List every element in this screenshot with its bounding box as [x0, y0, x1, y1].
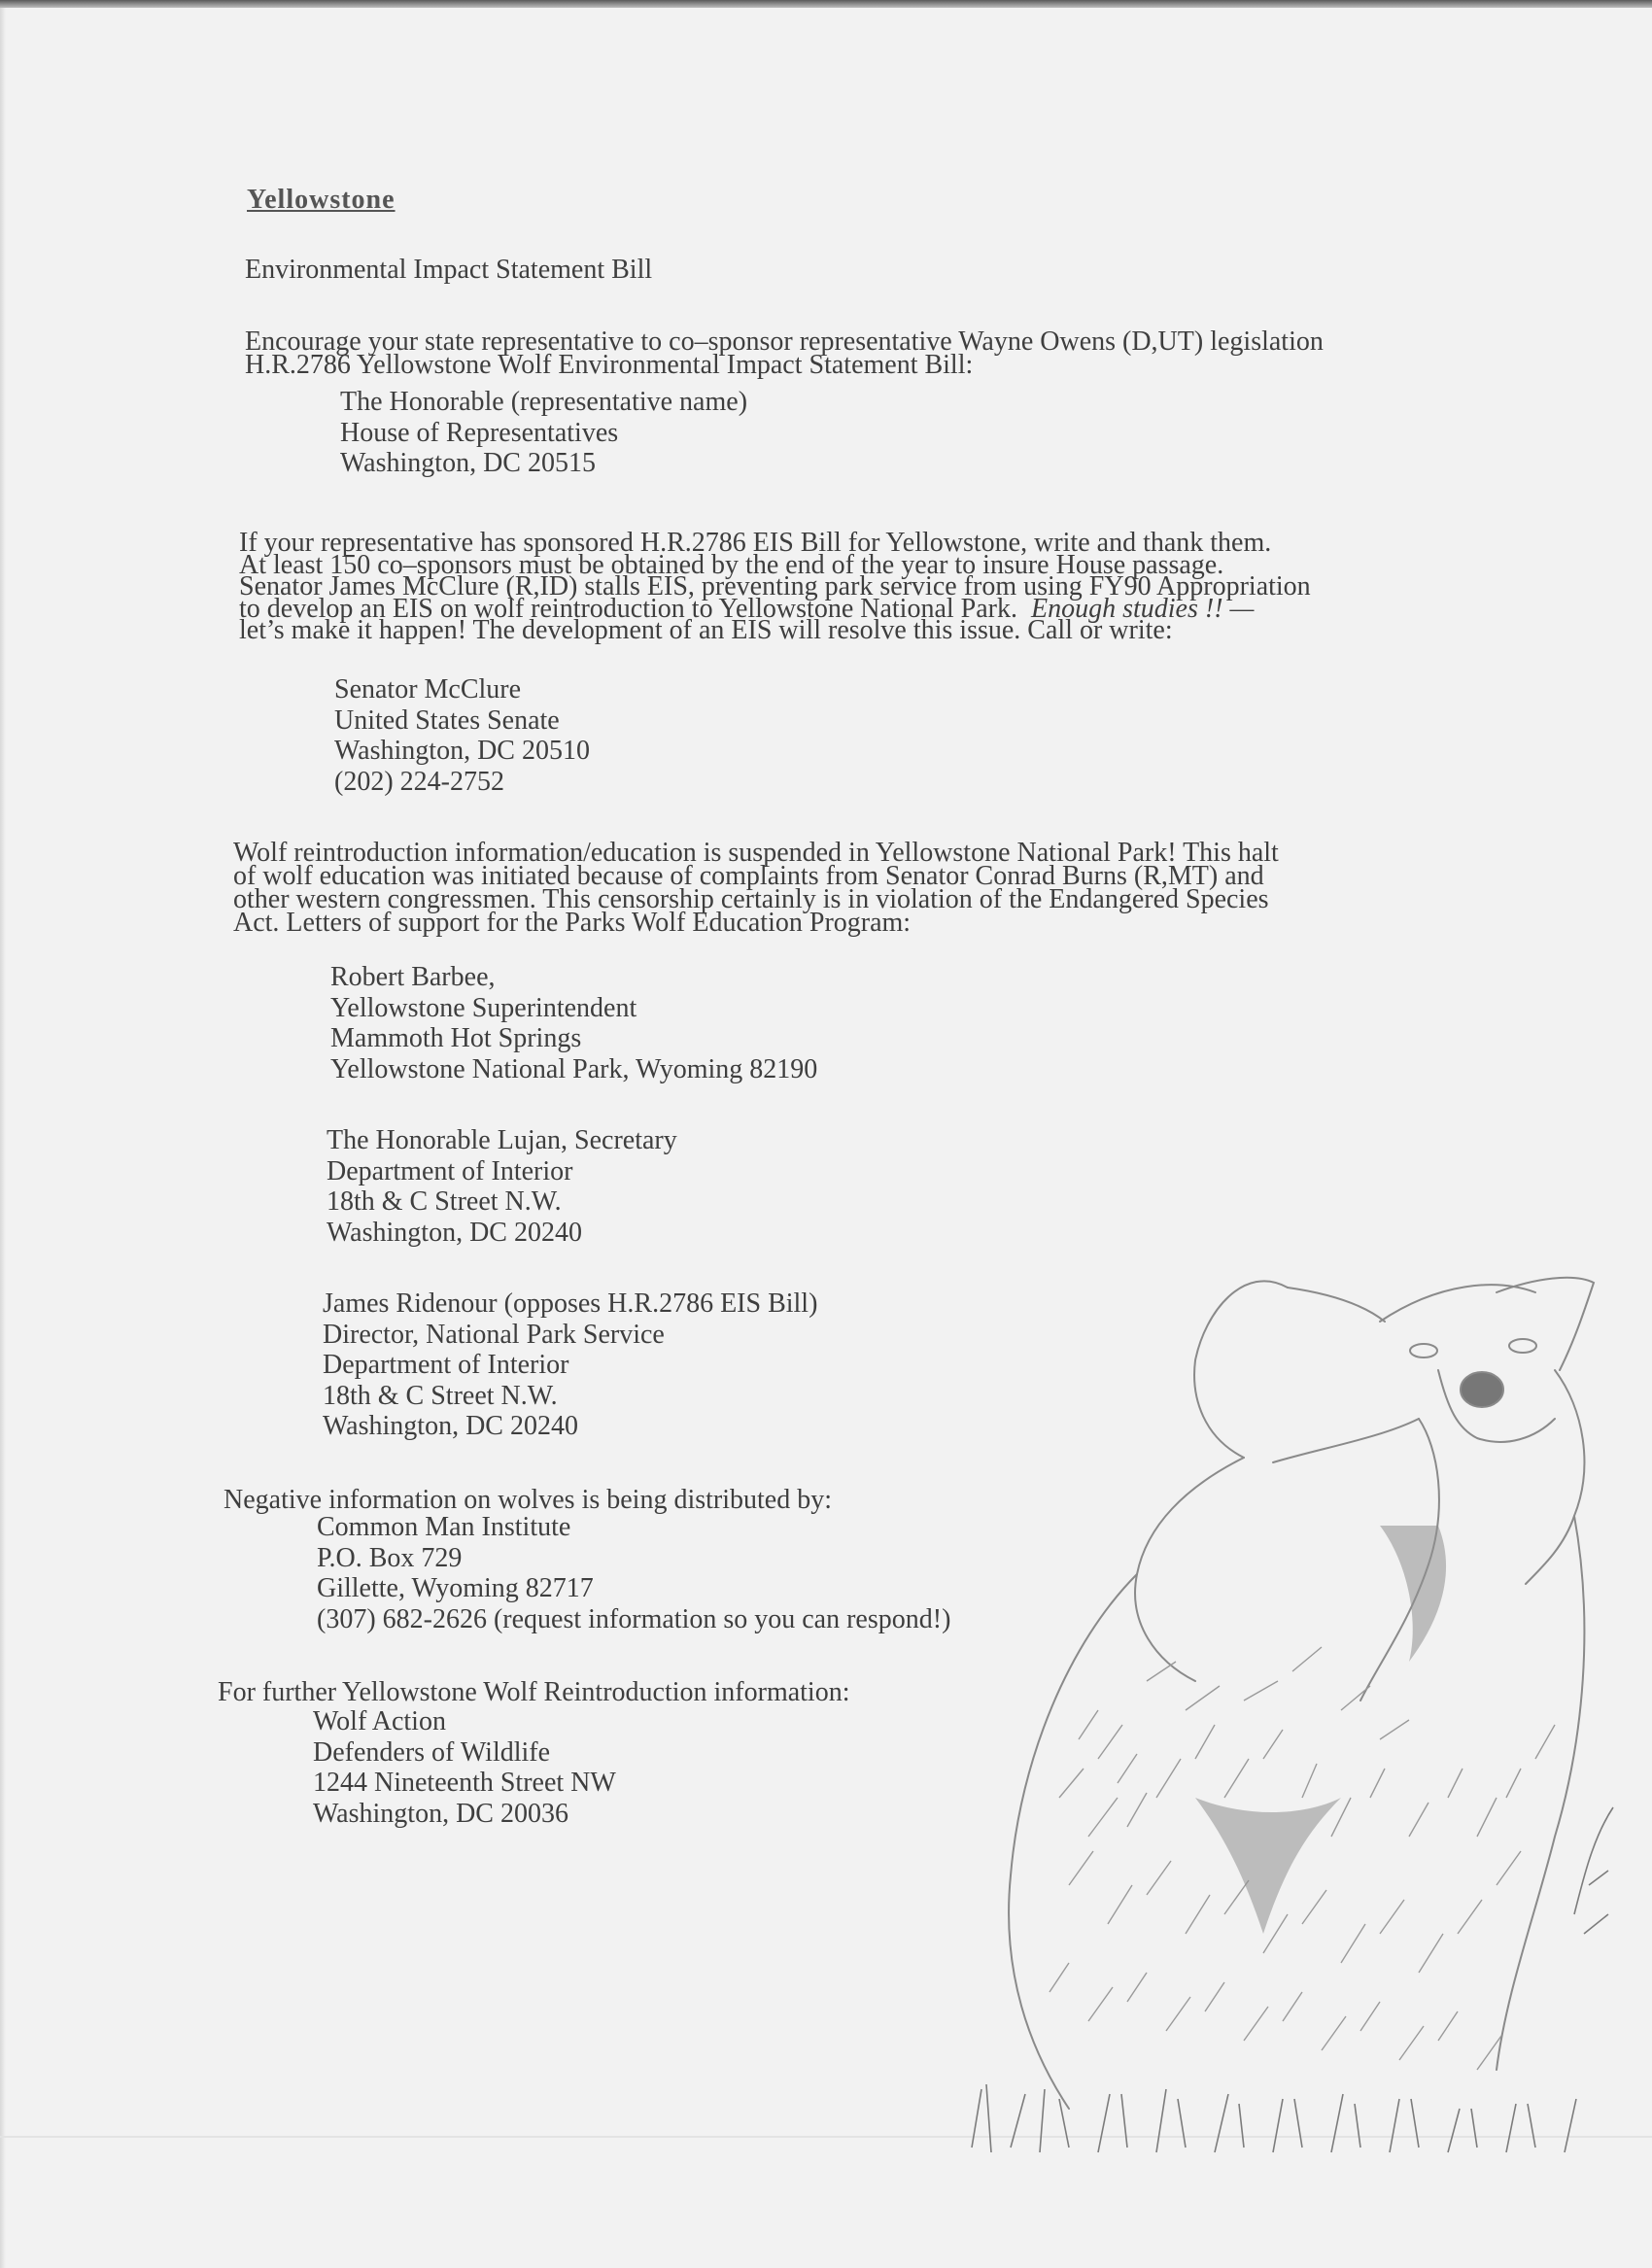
text-line: H.R.2786 Yellowstone Wolf Environmental Impact Statement Bill: [245, 350, 974, 380]
paragraph-education [233, 838, 1506, 938]
address-defenders [313, 1706, 616, 1829]
address-line: Robert Barbee, [330, 962, 496, 992]
text-line: other western congressmen. This censorship certainly is in violation of the Endangered Species [233, 884, 1269, 914]
text-line: let’s make it happen! The development of an EIS will resolve this issue. Call or write: [239, 615, 1173, 645]
wolf-nose [1461, 1372, 1503, 1407]
address-line: Gillette, Wyoming 82717 [317, 1573, 594, 1603]
further-info-intro: For further Yellowstone Wolf Reintroduction information: [218, 1677, 850, 1707]
wolf-head-outline [1194, 1281, 1288, 1458]
wolf-sketch-illustration [952, 1254, 1623, 2157]
address-house [340, 387, 747, 479]
address-line: Washington, DC 20240 [323, 1411, 578, 1441]
address-line: Department of Interior [323, 1350, 569, 1380]
address-common-man [317, 1512, 950, 1634]
address-line: Director, National Park Service [323, 1319, 665, 1350]
address-line: Yellowstone Superintendent [330, 992, 637, 1023]
address-line: 18th & C Street N.W. [323, 1380, 558, 1411]
wolf-cheek-right [1526, 1370, 1584, 1584]
address-park-service [323, 1289, 817, 1442]
address-line: 18th & C Street N.W. [327, 1186, 562, 1217]
wolf-body-left [1009, 1574, 1137, 2109]
address-line: Common Man Institute [317, 1512, 571, 1542]
lower-wolf-snout [1273, 1419, 1419, 1462]
text-line: If your representative has sponsored H.R.2786 EIS Bill for Yellowstone, write and thank them. [239, 528, 1272, 558]
address-line: The Honorable (representative name) [340, 387, 748, 417]
emphasis-text: Enough studies !! — [1031, 593, 1255, 624]
address-line: Department of Interior [327, 1155, 573, 1186]
text-line: Act. Letters of support for the Parks Wolf Education Program: [233, 908, 912, 938]
wolf-neck-shading [1380, 1526, 1446, 1662]
paragraph-sponsor [239, 528, 1512, 645]
address-line: Washington, DC 20240 [327, 1217, 582, 1248]
address-superintendent [330, 962, 817, 1084]
address-line: United States Senate [334, 704, 560, 736]
wolf-chest-shading [1195, 1798, 1341, 1934]
subtitle: Environmental Impact Statement Bill [245, 255, 653, 285]
address-senate [334, 674, 590, 797]
text-line: Senator James McClure (R,ID) stalls EIS, preventing park service from using FY90 Appropriation [239, 571, 1311, 601]
negative-info-intro: Negative information on wolves is being distributed by: [224, 1485, 833, 1515]
wolf-ear-left [1288, 1288, 1385, 1322]
address-line: Defenders of Wildlife [313, 1736, 551, 1768]
address-line: The Honorable Lujan, Secretary [327, 1125, 677, 1155]
address-line: Washington, DC 20510 [334, 736, 590, 766]
address-line: 1244 Nineteenth Street NW [313, 1768, 616, 1798]
wolf-body-right [1497, 1516, 1584, 2070]
wolf-eye-right [1509, 1339, 1536, 1353]
address-line: House of Representatives [340, 417, 619, 448]
address-line: P.O. Box 729 [317, 1542, 463, 1573]
address-line: Washington, DC 20036 [313, 1798, 568, 1829]
address-line: Yellowstone National Park, Wyoming 82190 [330, 1053, 818, 1084]
wolf-forehead [1380, 1285, 1535, 1322]
address-interior-secretary [327, 1125, 677, 1248]
paragraph-encourage [245, 326, 1518, 380]
address-line: Mammoth Hot Springs [330, 1023, 582, 1053]
text-line: Encourage your state representative to co–sponsor representative Wayne Owens (D,UT) legislation [245, 326, 1324, 357]
address-line: Senator McClure [334, 674, 522, 704]
address-line: (202) 224-2752 [334, 766, 504, 797]
wolf-eye-left [1410, 1344, 1437, 1357]
scan-top-edge [0, 0, 1652, 8]
text-line: of wolf education was initiated because of complaints from Senator Conrad Burns (R,MT) and [233, 861, 1264, 891]
address-line: James Ridenour (opposes H.R.2786 EIS Bill) [323, 1289, 818, 1319]
page-title: Yellowstone [247, 185, 396, 215]
address-line: Wolf Action [313, 1706, 446, 1736]
address-line: (307) 682-2626 (request information so you can respond!) [317, 1603, 951, 1634]
wolf-ear-right [1497, 1278, 1594, 1370]
text-line: Wolf reintroduction information/education is suspended in Yellowstone National Park! This halt [233, 838, 1279, 868]
text-fragment: to develop an EIS on wolf reintroduction to Yellowstone National Park. [239, 593, 1017, 624]
text-line: At least 150 co–sponsors must be obtained by the end of the year to insure House passage. [239, 549, 1224, 580]
scan-left-edge [0, 8, 6, 2268]
lower-wolf-head [1135, 1458, 1244, 1681]
address-line: Washington, DC 20515 [340, 448, 596, 478]
